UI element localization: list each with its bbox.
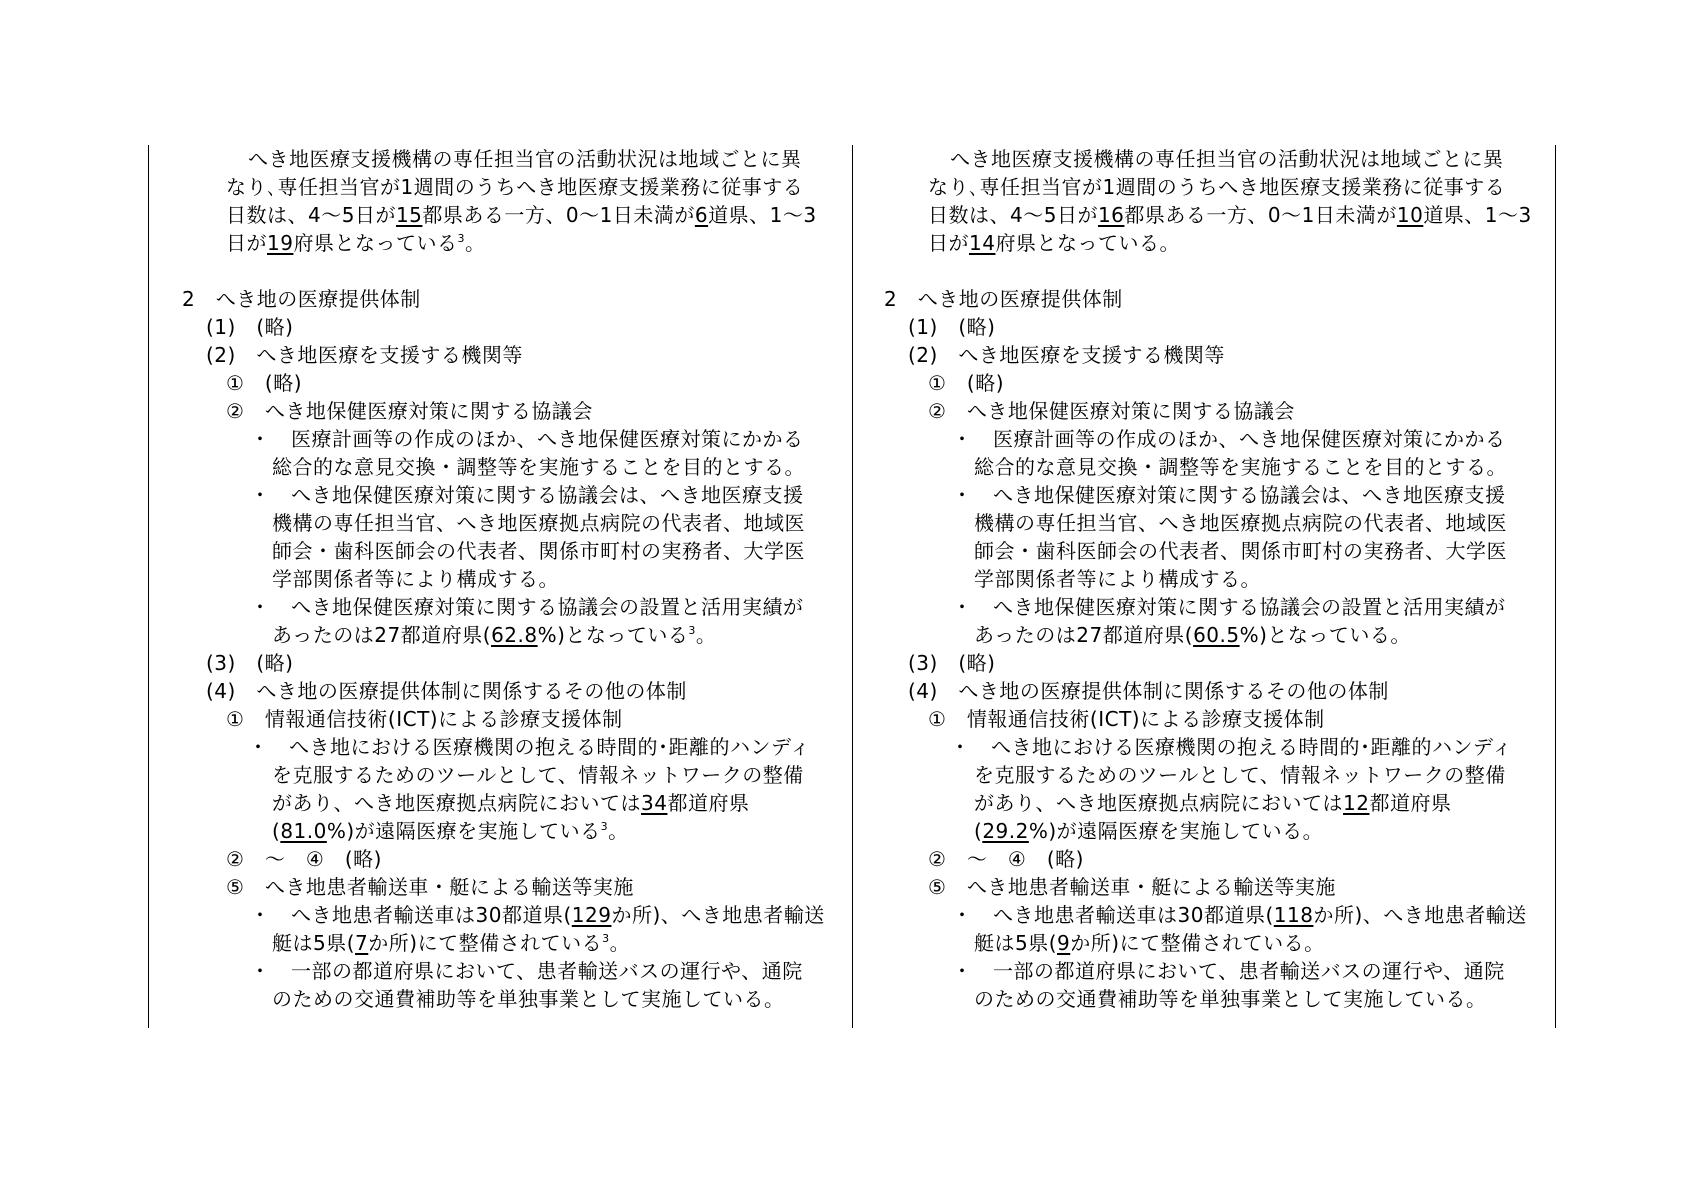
- text-run: があり、へき地医療拠点病院においては: [272, 791, 641, 815]
- left-line-8: [226, 369, 302, 397]
- text-run: 2 へき地の医療提供体制: [884, 287, 1123, 311]
- right-line-2: [928, 173, 1505, 201]
- text-run: 。: [695, 623, 717, 647]
- right-line-15: [974, 565, 1261, 593]
- text-run: へき地医療支援機構の専任担当官の活動状況は地域ごとに異: [950, 147, 1504, 171]
- text-run: なり､専任担当官が1週間のうちへき地医療支援業務に従事する: [226, 175, 804, 199]
- left-line-22: [272, 761, 804, 789]
- text-run: (4) へき地の医療提供体制に関係するその他の体制: [908, 679, 1389, 703]
- underlined-value: 12: [1343, 791, 1370, 815]
- right-line-16: [952, 593, 1506, 621]
- left-line-7: [206, 341, 523, 369]
- right-line-22: [974, 761, 1506, 789]
- text-run: %)が遠隔医療を実施している。: [1028, 819, 1324, 843]
- left-line-18: [206, 649, 293, 677]
- text-run: (1) (略): [908, 315, 996, 339]
- left-line-17: [272, 621, 716, 649]
- text-run: ① 情報通信技術(ICT)による診療支援体制: [928, 707, 1325, 731]
- text-run: 機構の専任担当官、へき地医療拠点病院の代表者、地域医: [974, 511, 1507, 535]
- right-line-10: [952, 425, 1506, 453]
- left-line-5: [182, 285, 421, 313]
- text-run: ・ 一部の都道府県において、患者輸送バスの運行や、通院: [952, 959, 1505, 983]
- text-run: 都道府県: [667, 791, 750, 815]
- text-run: (1) (略): [206, 315, 294, 339]
- text-run: (2) へき地医療を支援する機関等: [908, 343, 1225, 367]
- text-run: ⑤ へき地患者輸送車・艇による輸送等実施: [226, 875, 634, 899]
- text-run: 道県、1～3: [708, 203, 817, 227]
- text-run: か所)、へき地患者輸送: [1313, 903, 1527, 927]
- footnote-ref: 3: [600, 820, 609, 833]
- text-run: あったのは27都道府県(: [272, 623, 492, 647]
- text-run: を克服するためのツールとして、情報ネットワークの整備: [272, 763, 804, 787]
- text-run: 機構の専任担当官、へき地医療拠点病院の代表者、地域医: [272, 511, 805, 535]
- text-run: ② へき地保健医療対策に関する協議会: [226, 399, 593, 423]
- underlined-value: 118: [1273, 903, 1314, 927]
- right-line-27: [952, 901, 1527, 929]
- text-run: ・ へき地患者輸送車は30都道県(: [250, 903, 572, 927]
- left-line-29: [250, 957, 803, 985]
- left-line-15: [272, 565, 559, 593]
- left-line-6: [206, 313, 293, 341]
- right-line-6: [908, 313, 995, 341]
- text-run: 日が: [928, 231, 969, 255]
- left-line-4: [226, 229, 485, 257]
- left-line-24: [272, 817, 629, 845]
- text-run: へき地医療支援機構の専任担当官の活動状況は地域ごとに異: [248, 147, 802, 171]
- right-line-24: [974, 817, 1323, 845]
- right-line-17: [974, 621, 1411, 649]
- column-divider: [852, 145, 853, 1028]
- right-line-18: [908, 649, 995, 677]
- text-run: ・ へき地患者輸送車は30都道県(: [952, 903, 1274, 927]
- text-run: なり､専任担当官が1週間のうちへき地医療支援業務に従事する: [928, 175, 1506, 199]
- text-run: 2 へき地の医療提供体制: [182, 287, 421, 311]
- text-run: ② へき地保健医療対策に関する協議会: [928, 399, 1295, 423]
- right-line-30: [974, 985, 1487, 1013]
- left-line-20: [226, 705, 623, 733]
- text-run: ・ へき地における医療機関の抱える時間的･距離的ハンディ: [950, 735, 1513, 759]
- underlined-value: 34: [641, 791, 668, 815]
- left-line-26: [226, 873, 634, 901]
- underlined-value: 81.0: [280, 819, 327, 843]
- left-line-28: [272, 929, 630, 957]
- text-run: か所)にて整備されている: [368, 931, 603, 955]
- right-line-1: [950, 145, 1504, 173]
- text-run: ① 情報通信技術(ICT)による診療支援体制: [226, 707, 623, 731]
- underlined-value: 29.2: [982, 819, 1029, 843]
- right-line-20: [928, 705, 1325, 733]
- text-run: ・ へき地保健医療対策に関する協議会は、へき地医療支援: [952, 483, 1506, 507]
- text-run: (4) へき地の医療提供体制に関係するその他の体制: [206, 679, 687, 703]
- right-line-5: [884, 285, 1123, 313]
- text-run: 艇は5県(: [974, 931, 1058, 955]
- underlined-value: 7: [355, 931, 369, 955]
- text-run: ⑤ へき地患者輸送車・艇による輸送等実施: [928, 875, 1336, 899]
- text-run: 師会・歯科医師会の代表者、関係市町村の実務者、大学医: [272, 539, 805, 563]
- text-run: のための交通費補助等を単独事業として実施している。: [272, 987, 785, 1011]
- right-line-8: [928, 369, 1004, 397]
- underlined-value: 62.8: [491, 623, 538, 647]
- text-run: (2) へき地医療を支援する機関等: [206, 343, 523, 367]
- left-line-13: [272, 509, 805, 537]
- underlined-value: 9: [1057, 931, 1071, 955]
- text-run: 日数は、4～5日が: [226, 203, 396, 227]
- text-run: ① (略): [928, 371, 1005, 395]
- right-line-3: [928, 201, 1532, 229]
- text-run: 府県となっている: [293, 231, 458, 255]
- underlined-value: 60.5: [1193, 623, 1240, 647]
- text-run: ・ へき地保健医療対策に関する協議会の設置と活用実績が: [250, 595, 804, 619]
- right-line-9: [928, 397, 1295, 425]
- underlined-value: 14: [969, 231, 996, 255]
- text-run: 日数は、4～5日が: [928, 203, 1098, 227]
- text-run: ・ へき地保健医療対策に関する協議会は、へき地医療支援: [250, 483, 804, 507]
- left-line-19: [206, 677, 687, 705]
- text-run: があり、へき地医療拠点病院においては: [974, 791, 1343, 815]
- underlined-value: 19: [267, 231, 294, 255]
- left-line-3: [226, 201, 817, 229]
- right-line-7: [908, 341, 1225, 369]
- right-line-11: [974, 453, 1507, 481]
- text-run: ② ～ ④ (略): [226, 847, 382, 871]
- text-run: 学部関係者等により構成する。: [272, 567, 559, 591]
- left-line-12: [250, 481, 804, 509]
- text-run: か所)、へき地患者輸送: [611, 903, 825, 927]
- text-run: (3) (略): [908, 651, 996, 675]
- text-run: 師会・歯科医師会の代表者、関係市町村の実務者、大学医: [974, 539, 1507, 563]
- text-run: (: [272, 819, 281, 843]
- text-run: ② ～ ④ (略): [928, 847, 1084, 871]
- right-line-26: [928, 873, 1336, 901]
- text-run: ・ 医療計画等の作成のほか、へき地保健医療対策にかかる: [250, 427, 804, 451]
- underlined-value: 10: [1396, 203, 1424, 227]
- right-line-4: [928, 229, 1180, 257]
- text-run: を克服するためのツールとして、情報ネットワークの整備: [974, 763, 1506, 787]
- text-run: %)となっている: [537, 623, 689, 647]
- text-run: (3) (略): [206, 651, 294, 675]
- left-line-14: [272, 537, 805, 565]
- right-line-28: [974, 929, 1325, 957]
- left-line-21: [248, 733, 810, 761]
- right-column-right-rule: [1555, 145, 1556, 1028]
- left-line-10: [250, 425, 804, 453]
- footnote-ref: 3: [457, 232, 465, 245]
- footnote-ref: 3: [602, 932, 610, 945]
- text-run: ① (略): [226, 371, 303, 395]
- text-run: あったのは27都道府県(: [974, 623, 1194, 647]
- underlined-value: 6: [694, 203, 709, 227]
- right-line-21: [950, 733, 1512, 761]
- left-column-left-rule: [148, 145, 149, 1028]
- text-run: (: [974, 819, 983, 843]
- right-line-14: [974, 537, 1507, 565]
- text-run: 都県ある一方、0～1日未満が: [422, 203, 695, 227]
- right-line-29: [952, 957, 1505, 985]
- left-line-11: [272, 453, 805, 481]
- text-run: 学部関係者等により構成する。: [974, 567, 1261, 591]
- text-run: 都道府県: [1369, 791, 1452, 815]
- text-run: %)が遠隔医療を実施している: [326, 819, 601, 843]
- left-line-25: [226, 845, 382, 873]
- text-run: 総合的な意見交換・調整等を実施することを目的とする。: [272, 455, 805, 479]
- text-run: ・ へき地における医療機関の抱える時間的･距離的ハンディ: [248, 735, 811, 759]
- text-run: のための交通費補助等を単独事業として実施している。: [974, 987, 1487, 1011]
- right-line-13: [974, 509, 1507, 537]
- text-run: 総合的な意見交換・調整等を実施することを目的とする。: [974, 455, 1507, 479]
- left-line-30: [272, 985, 785, 1013]
- text-run: 府県となっている。: [995, 231, 1180, 255]
- left-line-27: [250, 901, 825, 929]
- text-run: か所)にて整備されている。: [1070, 931, 1325, 955]
- left-line-2: [226, 173, 803, 201]
- right-line-25: [928, 845, 1084, 873]
- underlined-value: 15: [395, 203, 423, 227]
- footnote-ref: 3: [688, 624, 696, 637]
- text-run: 都県ある一方、0～1日未満が: [1124, 203, 1397, 227]
- left-line-9: [226, 397, 593, 425]
- text-run: 艇は5県(: [272, 931, 356, 955]
- text-run: ・ 医療計画等の作成のほか、へき地保健医療対策にかかる: [952, 427, 1506, 451]
- left-line-23: [272, 789, 749, 817]
- right-line-23: [974, 789, 1451, 817]
- text-run: 日が: [226, 231, 267, 255]
- text-run: 道県、1～3: [1423, 203, 1532, 227]
- left-line-16: [250, 593, 804, 621]
- underlined-value: 16: [1097, 203, 1125, 227]
- text-run: %)となっている。: [1239, 623, 1411, 647]
- text-run: ・ へき地保健医療対策に関する協議会の設置と活用実績が: [952, 595, 1506, 619]
- text-run: 。: [464, 231, 486, 255]
- underlined-value: 129: [571, 903, 612, 927]
- right-line-12: [952, 481, 1506, 509]
- right-line-19: [908, 677, 1389, 705]
- text-run: ・ 一部の都道府県において、患者輸送バスの運行や、通院: [250, 959, 803, 983]
- left-line-1: [248, 145, 802, 173]
- text-run: 。: [609, 931, 631, 955]
- text-run: 。: [608, 819, 629, 843]
